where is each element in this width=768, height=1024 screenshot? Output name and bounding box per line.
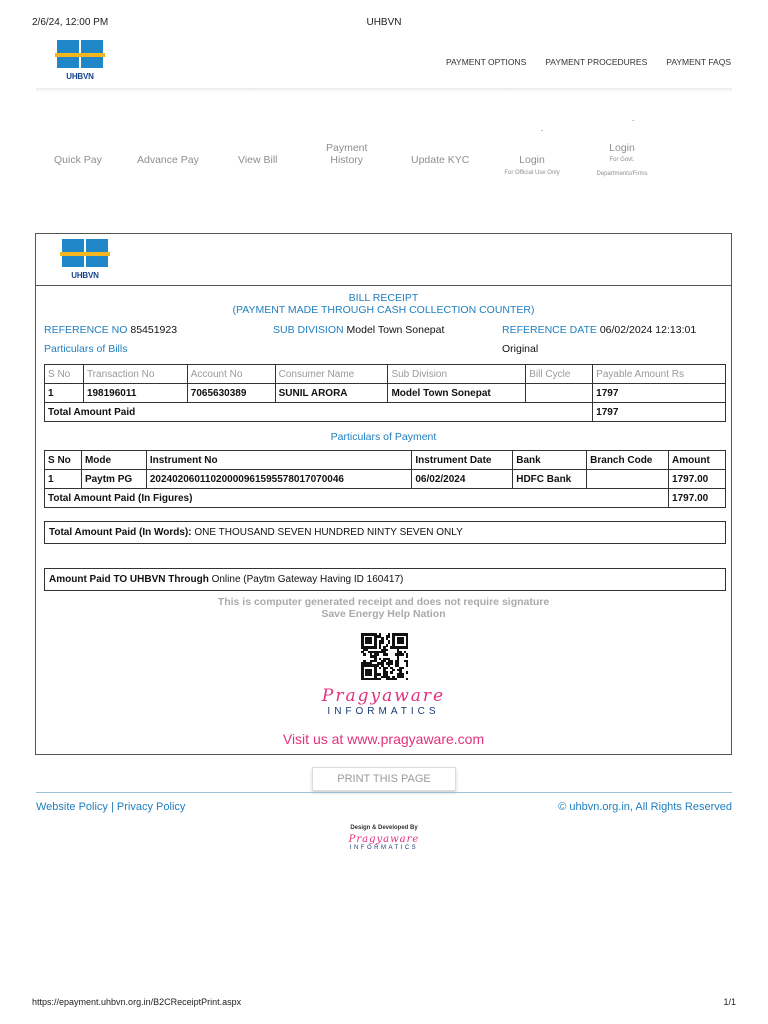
nav-payment-procedures[interactable]: PAYMENT PROCEDURES	[545, 57, 648, 67]
reference-date: REFERENCE DATE 06/02/2024 12:13:01	[502, 324, 697, 336]
uhbvn-logo[interactable]: UHBVN	[55, 40, 105, 82]
nav-payment-faqs[interactable]: PAYMENT FAQS	[666, 57, 731, 67]
copy-type: Original	[502, 343, 539, 355]
menu-quick-pay[interactable]: Quick Pay	[54, 154, 102, 166]
nav-payment-options[interactable]: PAYMENT OPTIONS	[445, 57, 527, 67]
top-nav	[446, 57, 731, 67]
payment-table	[44, 450, 726, 508]
pragyaware-logo: Pragyaware INFORMATICS	[321, 686, 446, 717]
privacy-policy-link[interactable]: Privacy Policy	[116, 801, 186, 813]
table-row: 1 Paytm PG 202402060110200009615955780170​70046 06/02/2024 HDFC Bank 1797.00	[45, 470, 726, 489]
print-datetime: 2/6/24, 12:00 PM	[32, 17, 109, 28]
particulars-of-bills-heading: Particulars of Bills	[44, 343, 128, 355]
receipt-header-divider	[35, 285, 732, 286]
menu-update-kyc[interactable]: Update KYC	[411, 154, 470, 166]
print-page-button[interactable]: PRINT THIS PAGE	[312, 767, 456, 791]
payment-total-row: Total Amount Paid (In Figures) 1797.00	[45, 489, 726, 508]
particulars-of-payment-heading: Particulars of Payment	[330, 431, 437, 443]
menu-payment-history[interactable]: Payment History	[326, 142, 368, 166]
menu-advance-pay[interactable]: Advance Pay	[137, 154, 199, 166]
sub-division: SUB DIVISION Model Town Sonepat	[273, 324, 445, 336]
visit-link[interactable]: Visit us at www.pragyaware.com	[282, 731, 485, 747]
footer-pragyaware-logo: Pragyaware INFORMATICS	[348, 834, 420, 851]
footer-links	[36, 801, 185, 813]
table-header-row: S No Mode Instrument No Instrument Date Bank Branch Code Amount	[45, 451, 726, 470]
website-policy-link[interactable]: Website Policy	[36, 801, 108, 813]
bills-table	[44, 364, 726, 422]
amount-paid-through: Amount Paid TO UHBVN Through Online (Paytm Gateway Having ID 160417)	[44, 568, 726, 591]
menu-view-bill[interactable]: View Bill	[238, 154, 278, 166]
qr-code-icon	[361, 633, 408, 680]
decor-dot: .	[632, 114, 635, 123]
save-energy-note: Save Energy Help Nation	[321, 608, 446, 620]
copyright: © uhbvn.org.in, All Rights Reserved	[558, 801, 732, 813]
reference-no: REFERENCE NO 85451923	[44, 324, 178, 336]
print-page-count: 1/1	[723, 997, 736, 1007]
print-page-title: UHBVN	[366, 17, 402, 28]
decor-dot: .	[541, 124, 544, 133]
amount-in-words: Total Amount Paid (In Words): ONE THOUSAND SEVEN HUNDRED NINTY SEVEN ONLY	[44, 521, 726, 544]
bills-total-row: Total Amount Paid 1797	[45, 403, 726, 422]
table-row: 1 198196011 7065630389 SUNIL ARORA Model Town Sonepat 1797	[45, 384, 726, 403]
footer-separator: |	[111, 801, 114, 813]
computer-generated-note: This is computer generated receipt and does not require signature	[217, 596, 550, 608]
design-credit: Design & Developed By	[350, 825, 418, 831]
receipt-title: BILL RECEIPT (PAYMENT MADE THROUGH CASH COLLECTION COUNTER)	[232, 292, 535, 316]
footer-divider	[36, 792, 732, 793]
receipt-uhbvn-logo: UHBVN	[60, 239, 110, 281]
table-header-row: S No Transaction No Account No Consumer Name Sub Division Bill Cycle Payable Amount Rs	[45, 365, 726, 384]
menu-login-official[interactable]: Login For Official Use Only	[504, 154, 560, 176]
header-divider	[36, 88, 732, 92]
print-url: https://epayment.uhbvn.org.in/B2CReceiptPrint.aspx	[32, 997, 242, 1007]
menu-login-govt[interactable]: Login For Govt. Departments/Firms	[596, 142, 648, 177]
